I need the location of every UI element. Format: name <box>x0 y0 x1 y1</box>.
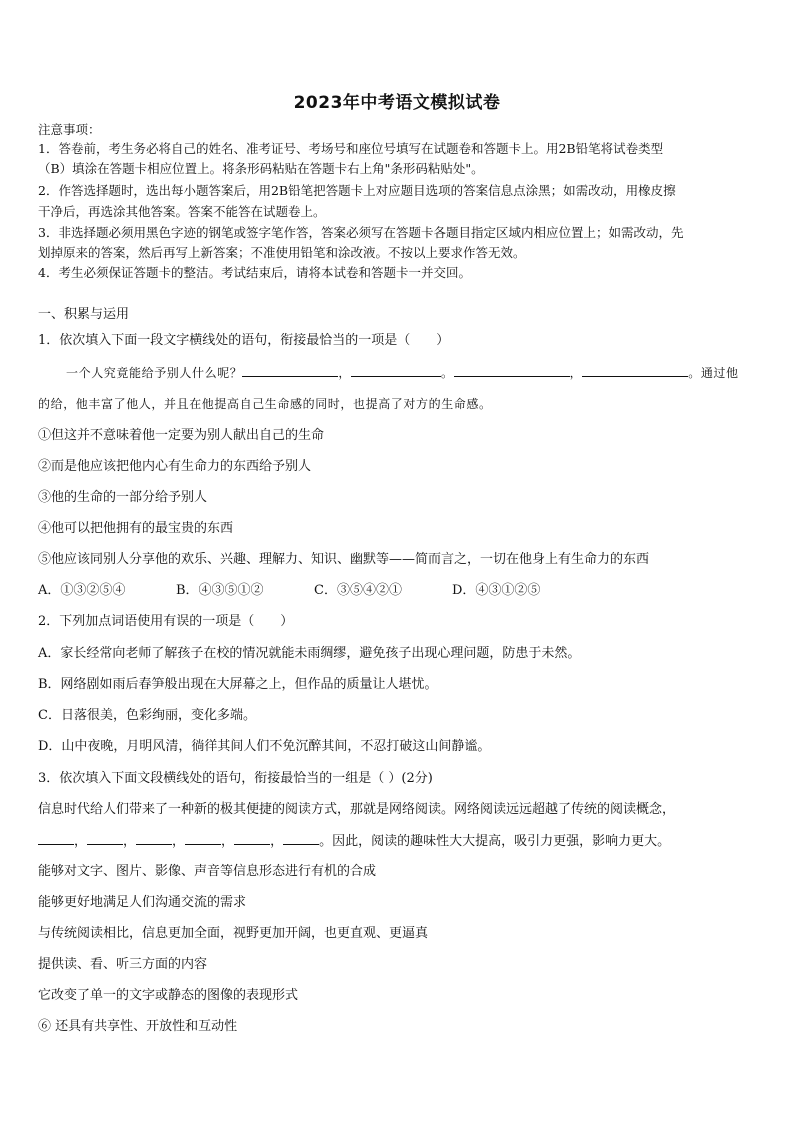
question-3-item: 能够更好地满足人们沟通交流的需求 <box>38 895 247 910</box>
question-1-passage-cont: 的给，他丰富了他人，并且在他提高自己生命感的同时，也提高了对方的生命感。 <box>38 397 492 411</box>
option-c[interactable]: C．日落很美，色彩绚丽，变化多端。 <box>38 708 256 723</box>
question-3-item: ⑥ 还具有共享性、开放性和互动性 <box>38 1019 238 1034</box>
question-1-stem: 1．依次填入下面一段文字横线处的语句，衔接最恰当的一项是（ ） <box>38 333 450 348</box>
question-3-item: 提供读、看、听三方面的内容 <box>38 957 208 972</box>
notice-line: 4．考生必须保证答题卡的整洁。考试结束后，请将本试卷和答题卡一并交回。 <box>38 265 471 280</box>
option-b[interactable]: B．网络剧如雨后春笋般出现在大屏幕之上，但作品的质量让人堪忧。 <box>38 677 438 692</box>
option-a[interactable]: A．①③②⑤④ <box>38 583 126 598</box>
notice-line: 干净后，再选涂其他答案。答案不能答在试题卷上。 <box>38 204 326 219</box>
page-title: 2023年中考语文模拟试卷 <box>293 93 501 113</box>
question-1-item: ⑤他应该同别人分享他的欢乐、兴趣、理解力、知识、幽默等——简而言之，一切在他身上有生命力的东西 <box>38 552 650 567</box>
answer-blank[interactable] <box>242 364 338 377</box>
option-d[interactable]: D．④③①②⑤ <box>452 583 541 598</box>
option-b[interactable]: B．④③⑤①② <box>176 583 264 598</box>
answer-blank[interactable] <box>185 832 221 845</box>
question-1-passage: 一个人究竟能给予别人什么呢？ ， 。 ， 。通过他 <box>66 366 739 380</box>
section-heading: 一、积累与运用 <box>38 307 130 322</box>
question-3-item: 它改变了单一的文字或静态的图像的表现形式 <box>38 988 299 1003</box>
notice-line: 3．非选择题必须用黑色字迹的钢笔或签字笔作答，答案必须写在答题卡各题目指定区域内相应位置上；如需改动，先 <box>38 225 684 240</box>
question-1-item: ③他的生命的一部分给予别人 <box>38 490 208 505</box>
question-3-stem: 3．依次填入下面文段横线处的语句，衔接最恰当的一组是（ ）(2分) <box>38 771 433 786</box>
question-1-item: ②而是他应该把他内心有生命力的东西给予别人 <box>38 459 312 474</box>
answer-blank[interactable] <box>454 364 570 377</box>
notice-line: 2．作答选择题时，选出每小题答案后，用2B铅笔把答题卡上对应题目选项的答案信息点涂黑；如需改动，用橡皮擦 <box>38 183 676 198</box>
option-d[interactable]: D．山中夜晚，月明风清，徜徉其间人们不免沉醉其间，不忍打破这山间静谧。 <box>38 739 491 754</box>
notice-line: （B）填涂在答题卡相应位置上。将条形码粘贴在答题卡右上角"条形码粘贴处"。 <box>38 161 484 176</box>
answer-blank[interactable] <box>582 364 688 377</box>
question-1-item: ④他可以把他拥有的最宝贵的东西 <box>38 521 234 536</box>
question-3-item: 能够对文字、图片、影像、声音等信息形态进行有机的合成 <box>38 864 377 879</box>
answer-blank[interactable] <box>136 832 172 845</box>
notice-heading: 注意事项： <box>38 122 101 137</box>
question-3-item: 与传统阅读相比，信息更加全面，视野更加开阔，也更直观、更逼真 <box>38 926 429 941</box>
question-3-blanks: ， ， ， ， ， 。因此，阅读的趣味性大大提高，吸引力更强，影响力更大。 <box>38 832 758 851</box>
answer-blank[interactable] <box>351 364 441 377</box>
question-1-item: ①但这并不意味着他一定要为别人献出自己的生命 <box>38 428 325 443</box>
question-3-passage: 信息时代给人们带来了一种新的极其便捷的阅读方式，那就是网络阅读。网络阅读远远超越了传统的阅读概念， <box>38 802 676 817</box>
notice-line: 1．答卷前，考生务必将自己的姓名、准考证号、考场号和座位号填写在试题卷和答题卡上。用2B铅笔将试卷类型 <box>38 141 664 156</box>
question-1-options <box>38 582 758 600</box>
notice-line: 划掉原来的答案，然后再写上新答案；不准使用铅笔和涂改液。不按以上要求作答无效。 <box>38 245 526 260</box>
answer-blank[interactable] <box>234 832 270 845</box>
option-c[interactable]: C．③⑤④②① <box>314 583 402 598</box>
question-2-stem: 2．下列加点词语使用有误的一项是（ ） <box>38 614 294 629</box>
option-a[interactable]: A．家长经常向老师了解孩子在校的情况就能未雨绸缪，避免孩子出现心理问题，防患于未然。 <box>38 646 581 661</box>
answer-blank[interactable] <box>87 832 123 845</box>
answer-blank[interactable] <box>38 832 74 845</box>
answer-blank[interactable] <box>283 832 319 845</box>
